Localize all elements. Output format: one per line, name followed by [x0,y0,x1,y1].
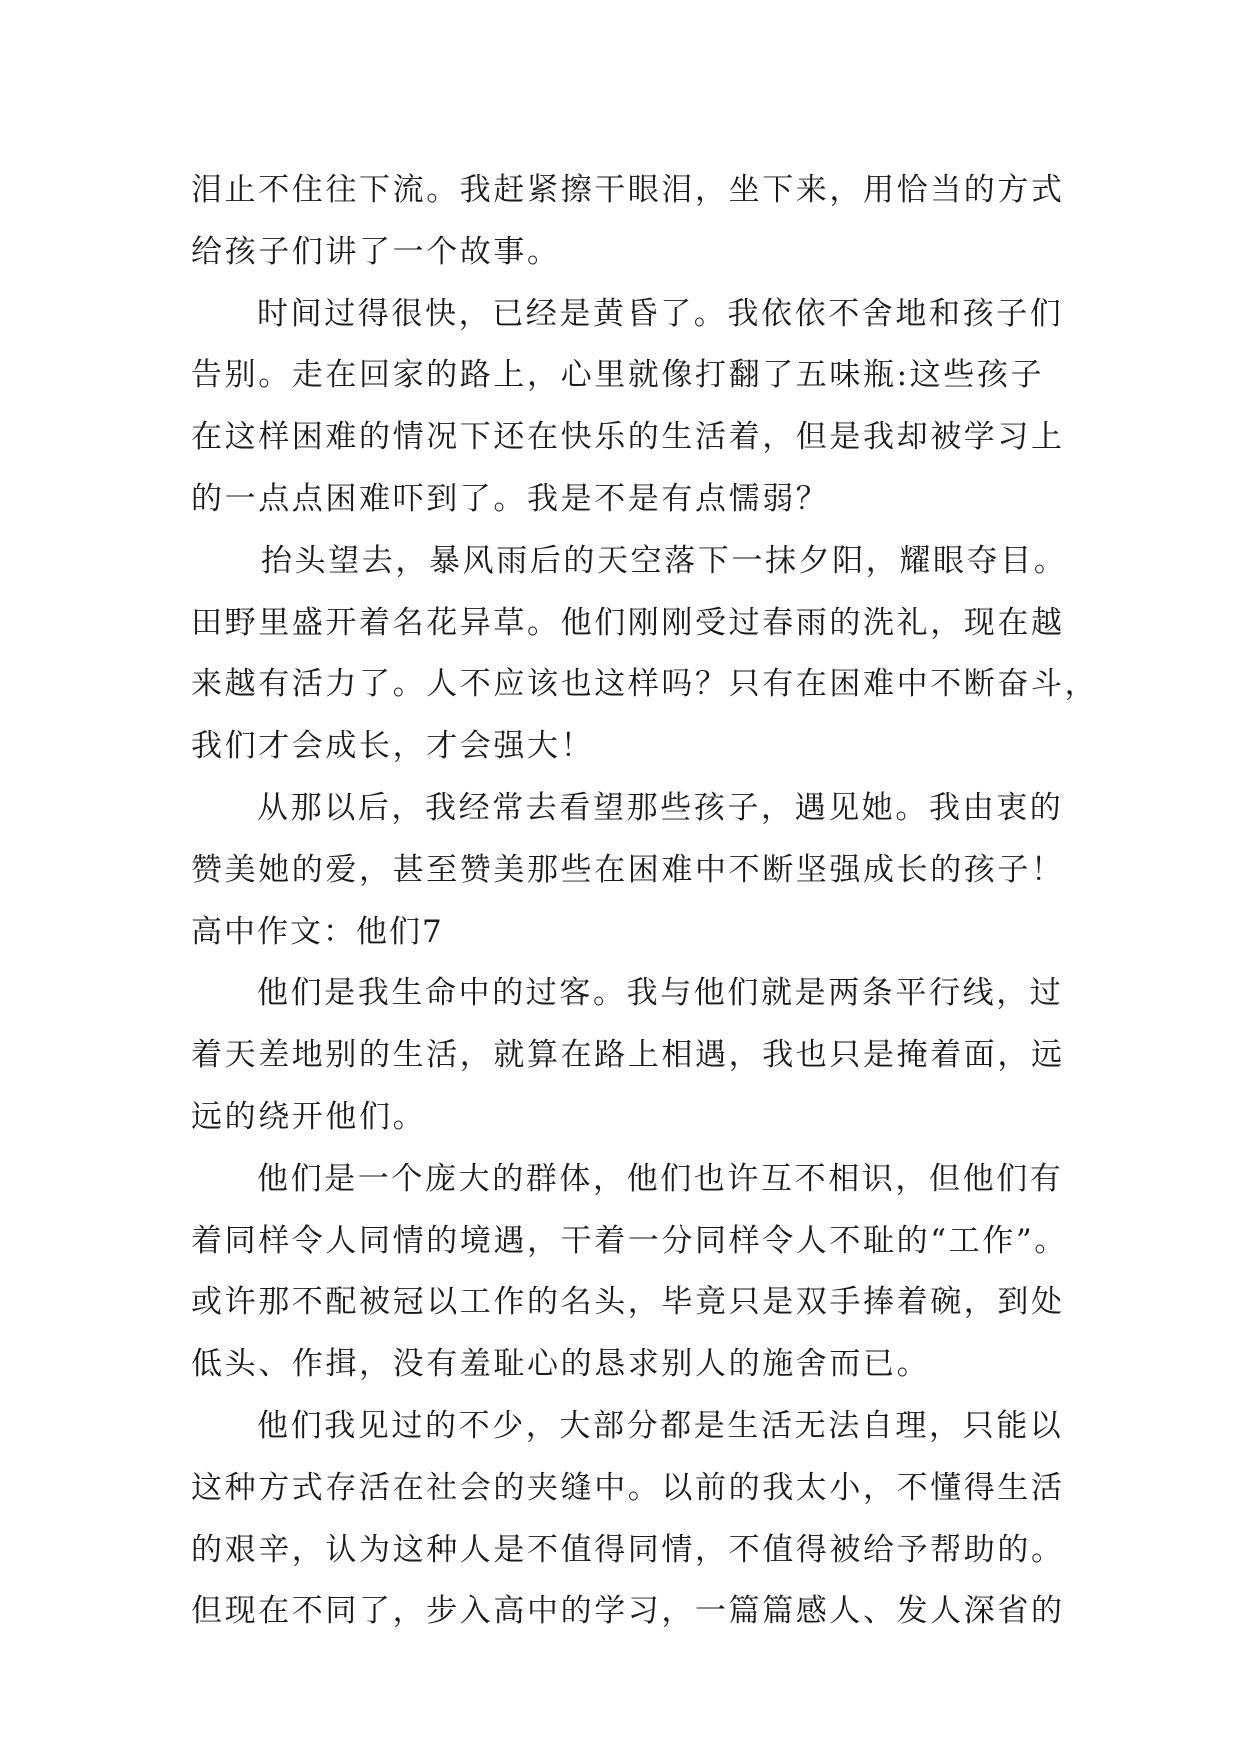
essay-text [191,160,1099,1643]
text-line: 泪止不住往下流。我赶紧擦干眼泪，坐下来，用恰当的方式 [191,172,1065,208]
text-line: 或许那不配被冠以工作的名头，毕竟只是双手捧着碗，到处 [191,1284,1065,1321]
text-line: 告别。走在回家的路上，心里就像打翻了五味瓶:这些孩子 [191,357,1045,394]
text-line: 远的绕开他们。 [191,1098,427,1135]
text-line: 来越有活力了。人不应该也这样吗？只有在困难中不断奋斗， [191,666,1099,703]
text-line: 的一点点困难吓到了。我是不是有点懦弱？ [191,480,830,517]
text-line: 这种方式存活在社会的夹缝中。以前的我太小，不懂得生活 [191,1469,1065,1506]
text-line: 赞美她的爱，甚至赞美那些在困难中不断坚强成长的孩子！ [191,851,1065,888]
paragraph-start: 时间过得很快，已经是黄昏了。我依依不舍地和孩子们 [257,295,1064,332]
text-line: 我们才会成长，才会强大！ [191,728,595,765]
paragraph-start: 他们是一个庞大的群体，他们也许互不相识，但他们有 [257,1160,1064,1197]
paragraph-start: 从那以后，我经常去看望那些孩子，遇见她。我由衷的 [257,789,1064,826]
paragraph-start: 他们我见过的不少，大部分都是生活无法自理，只能以 [257,1407,1064,1444]
paragraph-start: 他们是我生命中的过客。我与他们就是两条平行线，过 [257,975,1064,1012]
text-line: 在这样困难的情况下还在快乐的生活着，但是我却被学习上 [191,419,1065,456]
text-line: 田野里盛开着名花异草。他们刚刚受过春雨的洗礼，现在越 [191,604,1065,641]
text-line: 着天差地别的生活，就算在路上相遇，我也只是掩着面，远 [191,1037,1065,1074]
text-line: 的艰辛，认为这种人是不值得同情，不值得被给予帮助的。 [191,1531,1065,1568]
paragraph-start: 抬头望去，暴风雨后的天空落下一抹夕阳，耀眼夺目。 [261,542,1068,579]
text-line: 给孩子们讲了一个故事。 [191,233,561,270]
text-line: 低头、作揖，没有羞耻心的恳求别人的施舍而已。 [191,1346,931,1383]
text-line: 但现在不同了，步入高中的学习，一篇篇感人、发人深省的 [191,1593,1065,1630]
text-line: 着同样令人同情的境遇，干着一分同样令人不耻的“工作”。 [191,1222,1068,1259]
section-heading: 高中作文：他们7 [191,913,444,950]
